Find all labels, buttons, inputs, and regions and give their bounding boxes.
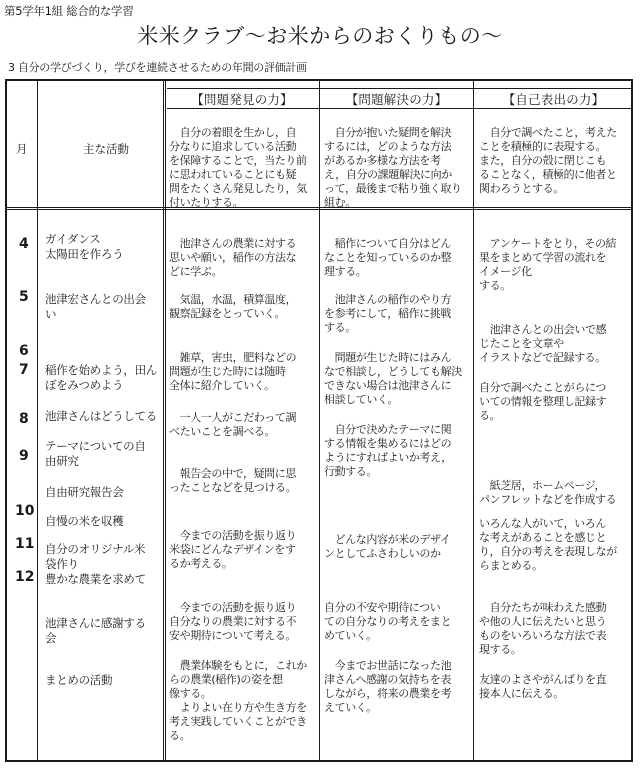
expression-entry: いろんな人がいて，いろん な考えがあることを感じと り，自分の考えを表現しなが らまとめる。 xyxy=(479,517,617,572)
month-number: 12 xyxy=(15,569,35,585)
discovery-entry: 今までの活動を振り返り 自分なりの農業に対する不 安や期待について考える。 xyxy=(169,601,297,642)
expression-entry: 自分たちが味わえた感動 や他の人に伝えたいと思う ものをいろいろな方法で表 現する。 xyxy=(479,601,607,656)
discovery-entry: 池津さんの農業に対する 思いや願い，稲作の方法な どに学ぶ。 xyxy=(169,237,297,278)
discovery-entry: 農業体験をもとに，これか らの農業(稲作)の姿を想 像する。 よりよい在り方や生き方を 考え実践していくことができ る。 xyxy=(169,659,307,742)
activity-item: ガイダンス 太陽田を作ろう xyxy=(45,232,124,261)
divider-col2 xyxy=(473,81,474,760)
header-bottom-rule xyxy=(7,207,631,210)
activity-item: 池津さんはどうしてる xyxy=(45,409,157,423)
activity-header: 主な活動 xyxy=(83,142,129,156)
col-head-discovery: 【問題発見の力】 xyxy=(191,92,293,107)
activity-item: テーマについての自 由研究 xyxy=(45,439,146,468)
discovery-entry: 気温，水温，積算温度， 観察記録をとっていく。 xyxy=(169,293,297,320)
discovery-entry: 報告会の中で，疑問に思 ったことなどを見つける。 xyxy=(169,467,297,494)
activity-item: 自由研究報告会 xyxy=(45,485,124,499)
page-title: 米米クラブ～お米からのおくりもの～ xyxy=(137,24,503,48)
header-top-rule xyxy=(167,88,633,89)
activity-item: 池津宏さんとの出会 い xyxy=(45,292,146,321)
col-desc-expression: 自分で調べたこと，考えた ことを積極的に表現する。 また，自分の殻に閉じこも ることなく，積極的に他者と 関わろうとする。 xyxy=(479,126,617,195)
month-number: 7 xyxy=(19,362,29,378)
col-head-expression: 【自己表出の力】 xyxy=(502,92,605,107)
month-number: 9 xyxy=(19,448,29,464)
solving-entry: 自分の不安や期待につい ての自分なりの考えをまと めていく。 xyxy=(324,601,452,642)
col-desc-discovery: 自分の着眼を生かし，自 分なりに追求している活動 を保障することで，当たり前 に思われていることにも疑 問をたくさん発見したり，気 付いたりする。 xyxy=(169,126,307,209)
month-number: 8 xyxy=(19,411,29,427)
activity-item: まとめの活動 xyxy=(45,673,113,687)
col-head-solving: 【問題解決の力】 xyxy=(345,92,448,107)
evaluation-table xyxy=(5,79,633,762)
discovery-entry: 今までの活動を振り返り 米袋にどんなデザインをす るか考える。 xyxy=(169,529,297,570)
section-subtitle: 3 自分の学びづくり，学びを連続させるための年間の評価計画 xyxy=(8,61,307,74)
discovery-entry: 雑草，害虫，肥料などの 問題が生じた時には随時 全体に紹介していく。 xyxy=(169,351,297,392)
solving-entry: 池津さんの稲作のやり方 を参考にして，稲作に挑戦 する。 xyxy=(324,293,452,334)
month-number: 11 xyxy=(15,536,35,552)
divider-col1 xyxy=(319,81,320,760)
solving-entry: どんな内容が米のデザイ ンとしてふさわしいのか xyxy=(324,533,451,560)
expression-entry: 友達のよさやがんばりを直 接本人に伝える。 xyxy=(479,673,607,700)
divider-month xyxy=(37,81,38,760)
discovery-entry: 一人一人がこだわって調 べたいことを調べる。 xyxy=(169,411,297,438)
class-label: 第5学年1組 総合的な学習 xyxy=(4,4,134,18)
activity-item: 稲作を始めよう，田ん ぼをみつめよう xyxy=(45,363,157,392)
month-number: 4 xyxy=(19,236,29,252)
month-header: 月 xyxy=(16,142,28,156)
solving-entry: 問題が生じた時にはみん なで相談し，どうしても解決 できない場合は池津さんに 相談していく。 xyxy=(324,351,462,406)
month-number: 10 xyxy=(15,503,35,519)
activity-item: 池津さんに感謝する 会 xyxy=(45,616,146,645)
expression-entry: 紙芝居，ホームページ， パンフレットなどを作成する xyxy=(479,479,617,506)
solving-entry: 自分で決めたテーマに関 する情報を集めるにはどの ようにすればよいか考え， 行動する。 xyxy=(324,423,452,478)
activity-item: 自分のオリジナル米 袋作り 豊かな農業を求めて xyxy=(45,542,146,586)
expression-entry: 池津さんとの出会いで感 じたことを文章や イラストなどで記録する。 xyxy=(479,323,607,364)
expression-entry: アンケートをとり，その結 果をまとめて学習の流れを イメージ化 する。 xyxy=(479,237,617,292)
solving-entry: 稲作について自分はどん なことを知っているのか整 理する。 xyxy=(324,237,452,278)
header-sub-rule xyxy=(167,108,633,109)
solving-entry: 今までお世話になった池 津さんへ感謝の気持ちを表 しながら，将来の農業を考 えていく。 xyxy=(324,659,452,714)
month-number: 6 xyxy=(19,343,29,359)
col-desc-solving: 自分が抱いた疑問を解決 するには，どのような方法 があるか多様な方法を考 え，自分の課題解決に向か って，最後まで粘り強く取り 組む。 xyxy=(324,126,462,209)
activity-item: 自慢の米を収穫 xyxy=(45,514,124,528)
expression-entry: 自分で調べたことがらにつ いての情報を整理し記録す る。 xyxy=(479,381,607,422)
month-number: 5 xyxy=(19,289,29,305)
